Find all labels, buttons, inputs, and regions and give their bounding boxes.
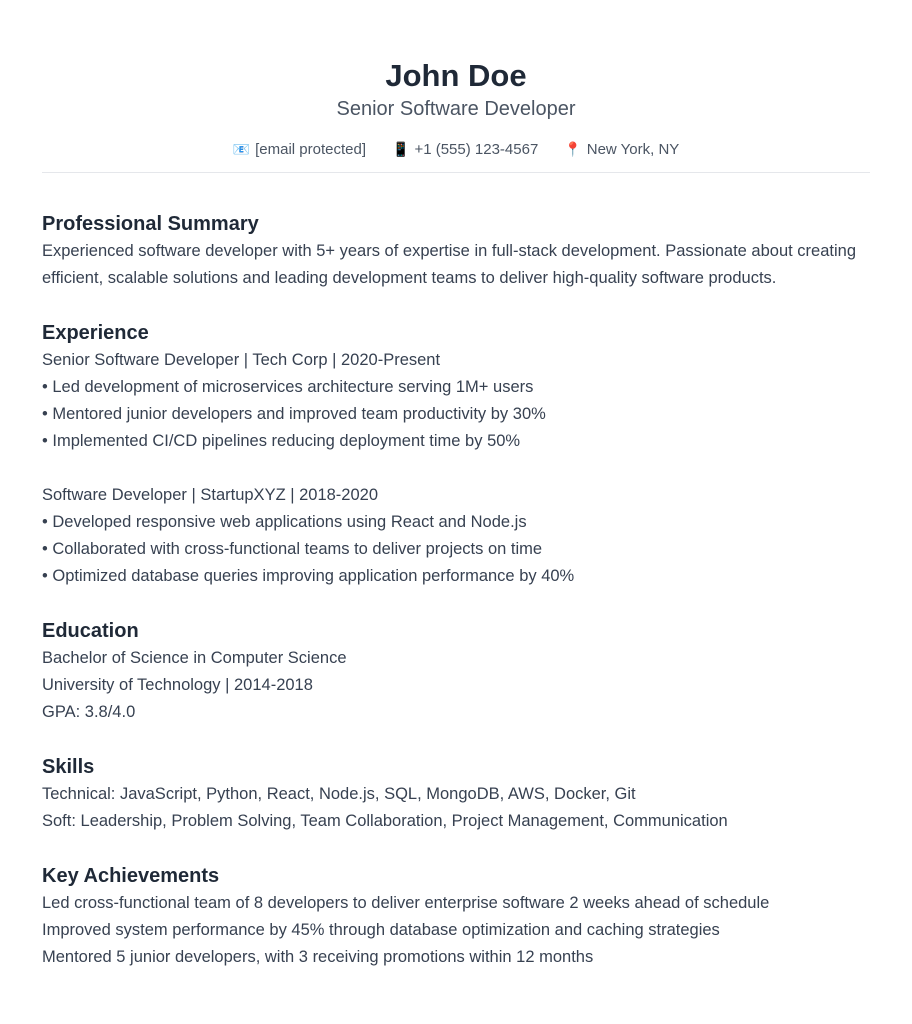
contact-info — [42, 138, 870, 161]
education-section — [42, 617, 870, 726]
job-header: Software Developer | StartupXYZ | 2018-2020 — [42, 486, 379, 504]
achievement-item: Improved system performance by 45% through database optimization and caching strategies — [42, 921, 720, 939]
education-school: University of Technology | 2014-2018 — [42, 676, 313, 694]
skills-section — [42, 753, 870, 835]
skills-heading: Skills — [42, 756, 95, 778]
job-bullet: • Led development of microservices architecture serving 1M+ users — [42, 378, 534, 396]
job-bullet: • Optimized database queries improving application performance by 40% — [42, 567, 575, 585]
email-text: [email protected] — [255, 141, 367, 158]
candidate-title: Senior Software Developer — [336, 98, 576, 120]
summary-section — [42, 210, 870, 292]
summary-text: Experienced software developer with 5+ years of expertise in full-stack development. Passionate about creating efficient, scalable solutions and leading development teams to deliver high-quality software products. — [42, 242, 856, 287]
achievements-section — [42, 862, 870, 971]
email-icon: 📧 — [232, 141, 251, 157]
experience-section — [42, 319, 870, 590]
contact-location — [564, 138, 679, 161]
skills-soft: Soft: Leadership, Problem Solving, Team Collaboration, Project Management, Communication — [42, 812, 728, 830]
candidate-name: John Doe — [385, 58, 527, 93]
resume-header — [42, 0, 870, 173]
achievement-item: Led cross-functional team of 8 developers to deliver enterprise software 2 weeks ahead of schedule — [42, 894, 770, 912]
location-text: New York, NY — [586, 141, 680, 158]
resume-sections — [42, 173, 870, 971]
education-degree: Bachelor of Science in Computer Science — [42, 649, 347, 667]
education-gpa: GPA: 3.8/4.0 — [42, 703, 136, 721]
contact-phone[interactable] — [392, 138, 538, 161]
job-bullet: • Implemented CI/CD pipelines reducing deployment time by 50% — [42, 432, 521, 450]
contact-email[interactable] — [233, 138, 366, 161]
job-bullet: • Mentored junior developers and improved team productivity by 30% — [42, 405, 546, 423]
education-heading: Education — [42, 620, 139, 642]
summary-heading: Professional Summary — [42, 213, 259, 235]
phone-text: +1 (555) 123-4567 — [414, 141, 539, 158]
job-bullet: • Collaborated with cross-functional teams to deliver projects on time — [42, 540, 543, 558]
phone-icon: 📱 — [392, 141, 410, 157]
job-spacer — [42, 455, 870, 482]
job-bullet: • Developed responsive web applications using React and Node.js — [42, 513, 527, 531]
achievement-item: Mentored 5 junior developers, with 3 receiving promotions within 12 months — [42, 948, 594, 966]
pin-icon: 📍 — [564, 141, 582, 157]
achievements-heading: Key Achievements — [42, 865, 220, 887]
skills-technical: Technical: JavaScript, Python, React, Node.js, SQL, MongoDB, AWS, Docker, Git — [42, 785, 636, 803]
experience-heading: Experience — [42, 322, 149, 344]
job-header: Senior Software Developer | Tech Corp | 2020-Present — [42, 351, 441, 369]
